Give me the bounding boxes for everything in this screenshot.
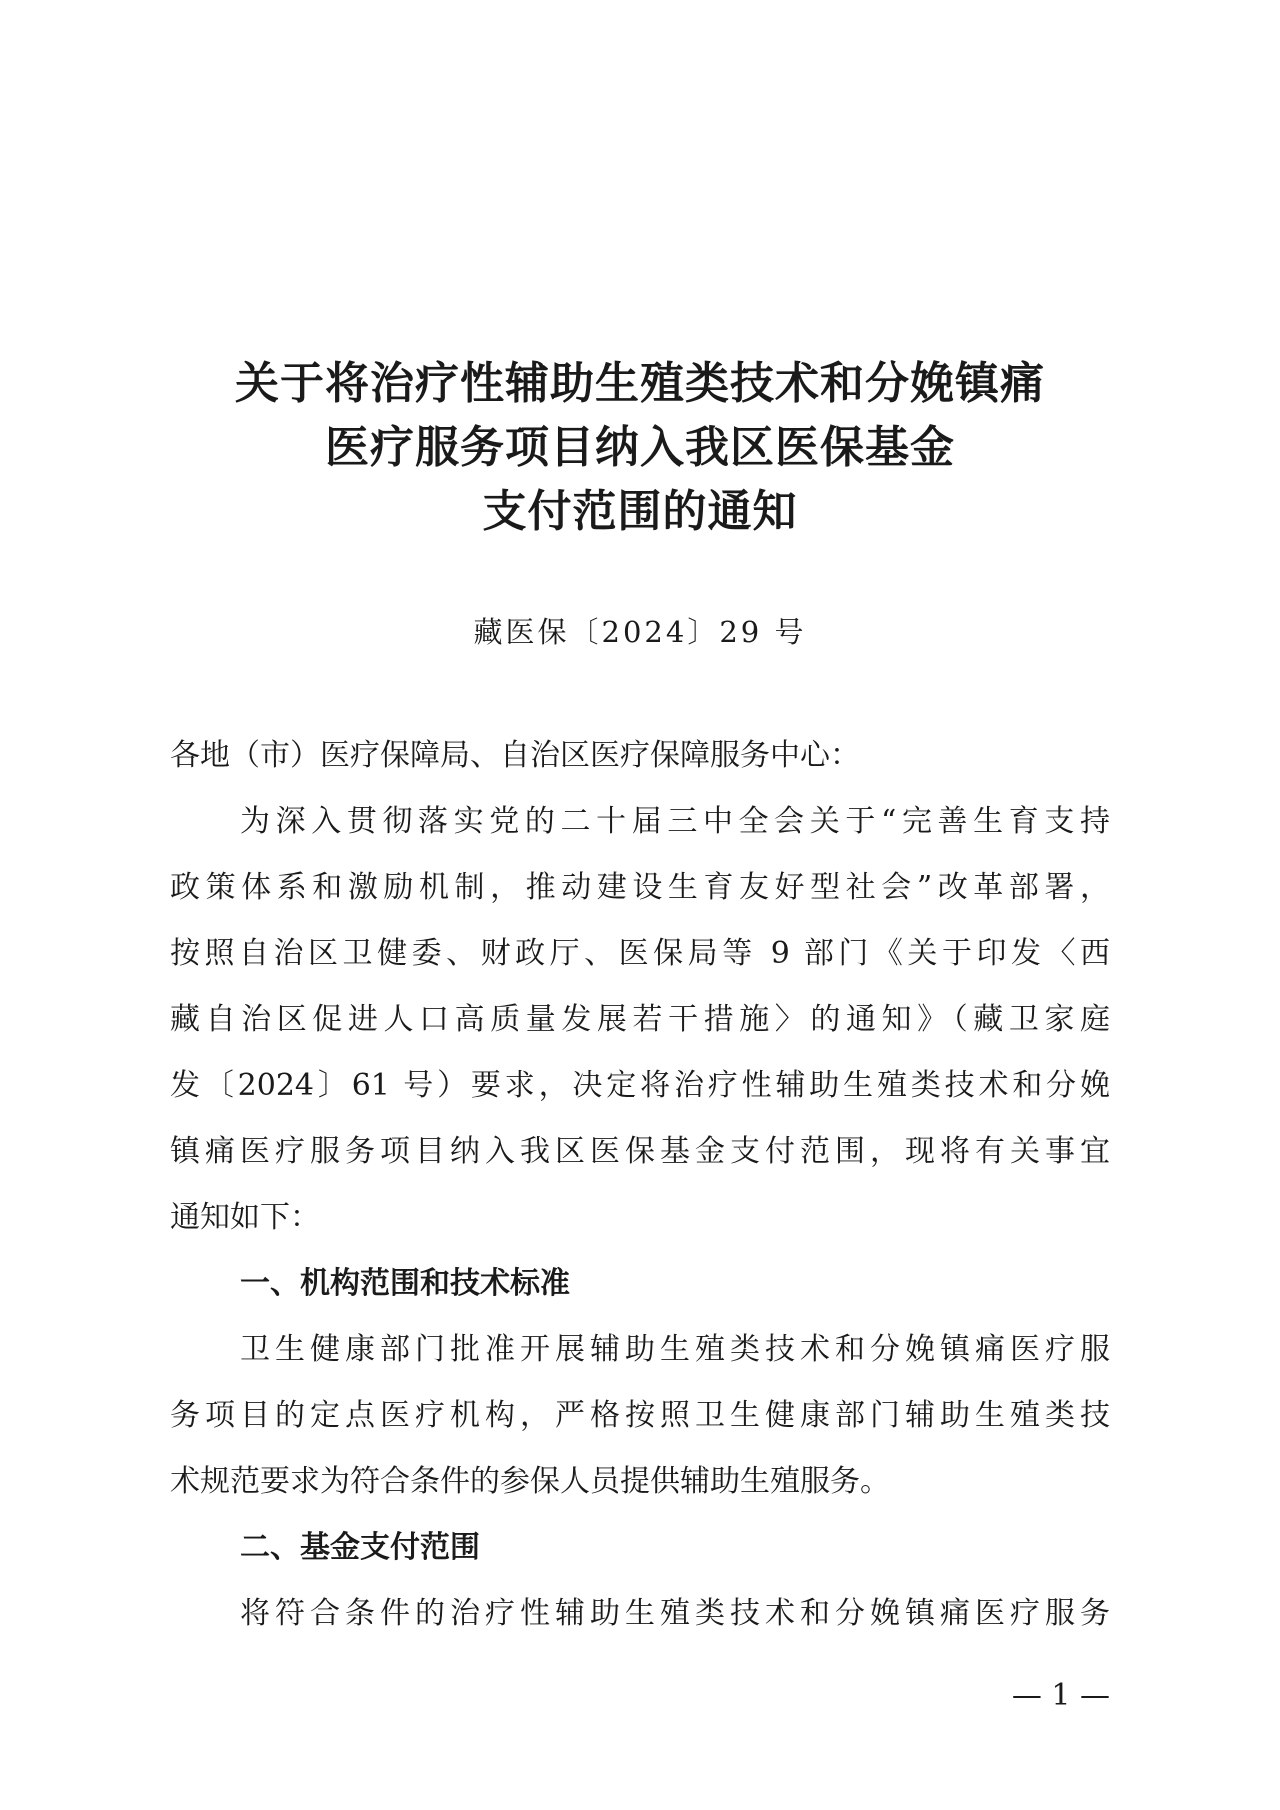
- salutation: 各地（市）医疗保障局、自治区医疗保障服务中心：: [170, 738, 860, 773]
- intro-line-1: 为深入贯彻落实党的二十届三中全会关于“完善生育支持: [240, 804, 1110, 839]
- section-1-line-2: 务项目的定点医疗机构，严格按照卫生健康部门辅助生殖类技: [170, 1398, 1110, 1433]
- document-title-line-2: 医疗服务项目纳入我区医保基金: [325, 422, 955, 473]
- section-2-heading: 二、基金支付范围: [240, 1530, 480, 1565]
- document-title-line-1: 关于将治疗性辅助生殖类技术和分娩镇痛: [235, 358, 1045, 409]
- intro-line-5: 发〔2024〕61 号）要求，决定将治疗性辅助生殖类技术和分娩: [170, 1068, 1110, 1103]
- document-number: 藏医保〔2024〕29 号: [473, 615, 807, 649]
- section-1-line-3: 术规范要求为符合条件的参保人员提供辅助生殖服务。: [170, 1464, 890, 1499]
- intro-line-4: 藏自治区促进人口高质量发展若干措施〉的通知》（藏卫家庭: [170, 1002, 1110, 1037]
- section-2-line-1: 将符合条件的治疗性辅助生殖类技术和分娩镇痛医疗服务: [240, 1596, 1110, 1631]
- intro-line-3: 按照自治区卫健委、财政厅、医保局等 9 部门《关于印发〈西: [170, 936, 1110, 971]
- intro-line-6: 镇痛医疗服务项目纳入我区医保基金支付范围，现将有关事宜: [170, 1134, 1110, 1169]
- section-1-heading: 一、机构范围和技术标准: [240, 1266, 570, 1301]
- intro-line-7: 通知如下：: [170, 1200, 320, 1235]
- document-title-line-3: 支付范围的通知: [482, 486, 798, 537]
- intro-line-2: 政策体系和激励机制，推动建设生育友好型社会”改革部署，: [170, 870, 1110, 905]
- page-number: — 1 —: [1011, 1678, 1110, 1713]
- section-1-line-1: 卫生健康部门批准开展辅助生殖类技术和分娩镇痛医疗服: [240, 1332, 1110, 1367]
